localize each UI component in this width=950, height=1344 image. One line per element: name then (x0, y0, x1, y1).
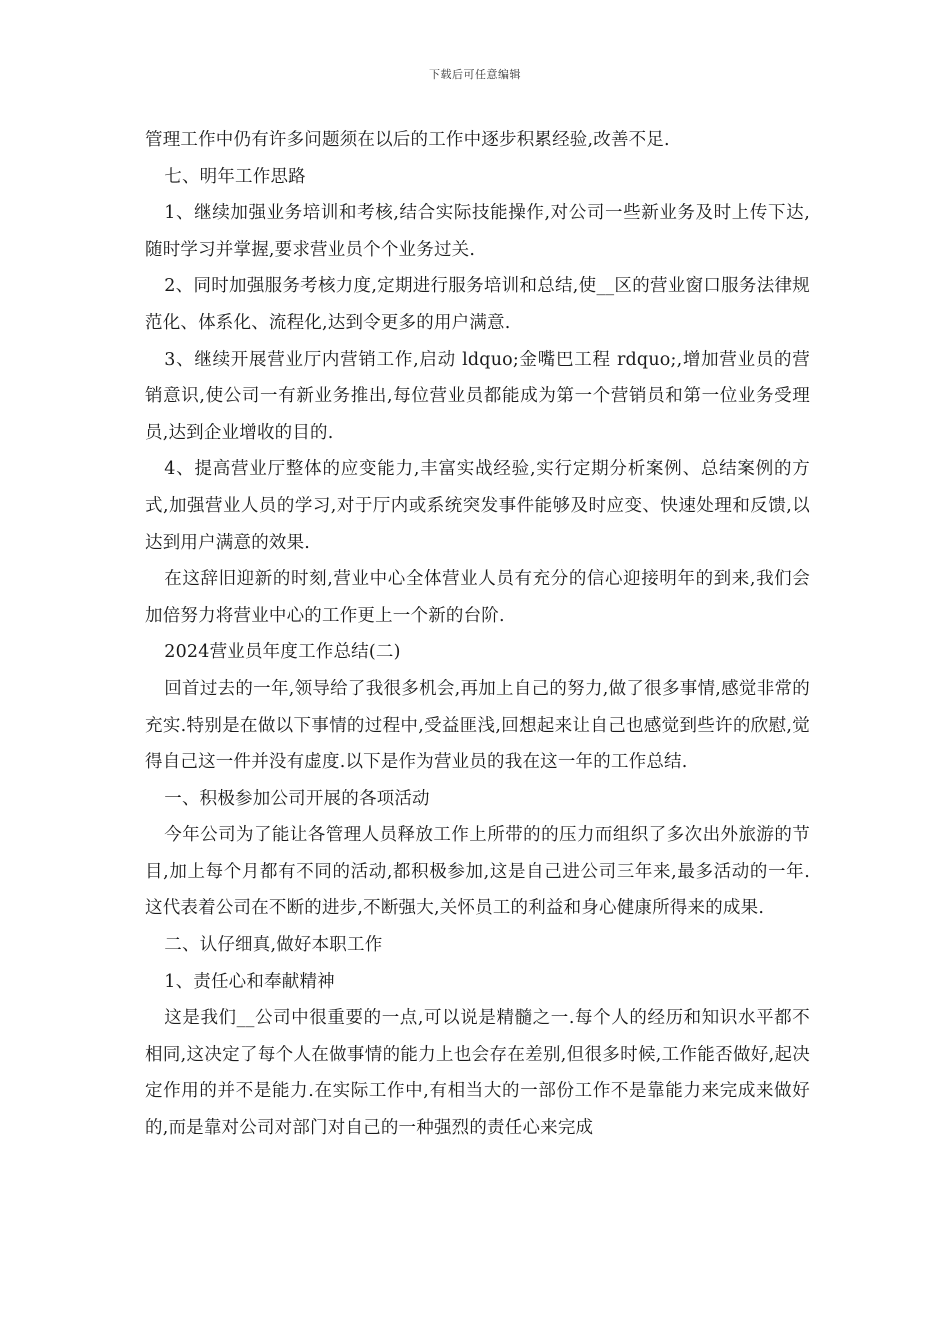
paragraph: 1、继续加强业务培训和考核,结合实际技能操作,对公司一些新业务及时上传下达,随时学习并掌握,要求营业员个个业务过关. (145, 203, 810, 260)
paragraph: 这是我们__公司中很重要的一点,可以说是精髓之一.每个人的经历和知识水平都不相同,这决定了每个人在做事情的能力上也会存在差别,但很多时候,工作能否做好,起决定作用的并不是能力.在实际工作中,有相当大的一部份工作不是靠能力来完成来做好的,而是靠对公司对部门对自己的一种强烈的责任心来完成 (145, 1008, 810, 1139)
paragraph: 在这辞旧迎新的时刻,营业中心全体营业人员有充分的信心迎接明年的到来,我们会加倍努力将营业中心的工作更上一个新的台阶. (145, 569, 810, 626)
subsection-heading: 1、责任心和奉献精神 (164, 971, 335, 992)
section-heading: 七、明年工作思路 (164, 166, 306, 187)
document-body (145, 122, 810, 1147)
paragraph: 3、继续开展营业厅内营销工作,启动 ldquo;金嘴巴工程 rdquo;,增加营业员的营销意识,使公司一有新业务推出,每位营业员都能成为第一个营销员和第一位业务受理员,达到企业增收的目的. (145, 349, 810, 443)
page-header: 下载后可任意编辑 (429, 68, 521, 81)
paragraph: 4、提高营业厅整体的应变能力,丰富实战经验,实行定期分析案例、总结案例的方式,加强营业人员的学习,对于厅内或系统突发事件能够及时应变、快速处理和反馈,以达到用户满意的效果. (145, 459, 810, 553)
paragraph: 今年公司为了能让各管理人员释放工作上所带的的压力而组织了多次出外旅游的节目,加上每个月都有不同的活动,都积极参加,这是自己进公司三年来,最多活动的一年.这代表着公司在不断的进步,不断强大,关怀员工的利益和身心健康所得来的成果. (145, 825, 810, 919)
paragraph: 管理工作中仍有许多问题须在以后的工作中逐步积累经验,改善不足. (145, 130, 670, 150)
paragraph: 回首过去的一年,领导给了我很多机会,再加上自己的努力,做了很多事情,感觉非常的充实.特别是在做以下事情的过程中,受益匪浅,回想起来让自己也感觉到些许的欣慰,觉得自己这一件并没有虚度.以下是作为营业员的我在这一年的工作总结. (145, 678, 810, 773)
paragraph: 2、同时加强服务考核力度,定期进行服务培训和总结,使__区的营业窗口服务法律规范化、体系化、流程化,达到令更多的用户满意. (145, 276, 810, 333)
section-heading: 一、积极参加公司开展的各项活动 (164, 788, 430, 809)
document-subtitle: 2024营业员年度工作总结(二) (164, 642, 401, 663)
section-heading: 二、认仔细真,做好本职工作 (164, 935, 383, 956)
